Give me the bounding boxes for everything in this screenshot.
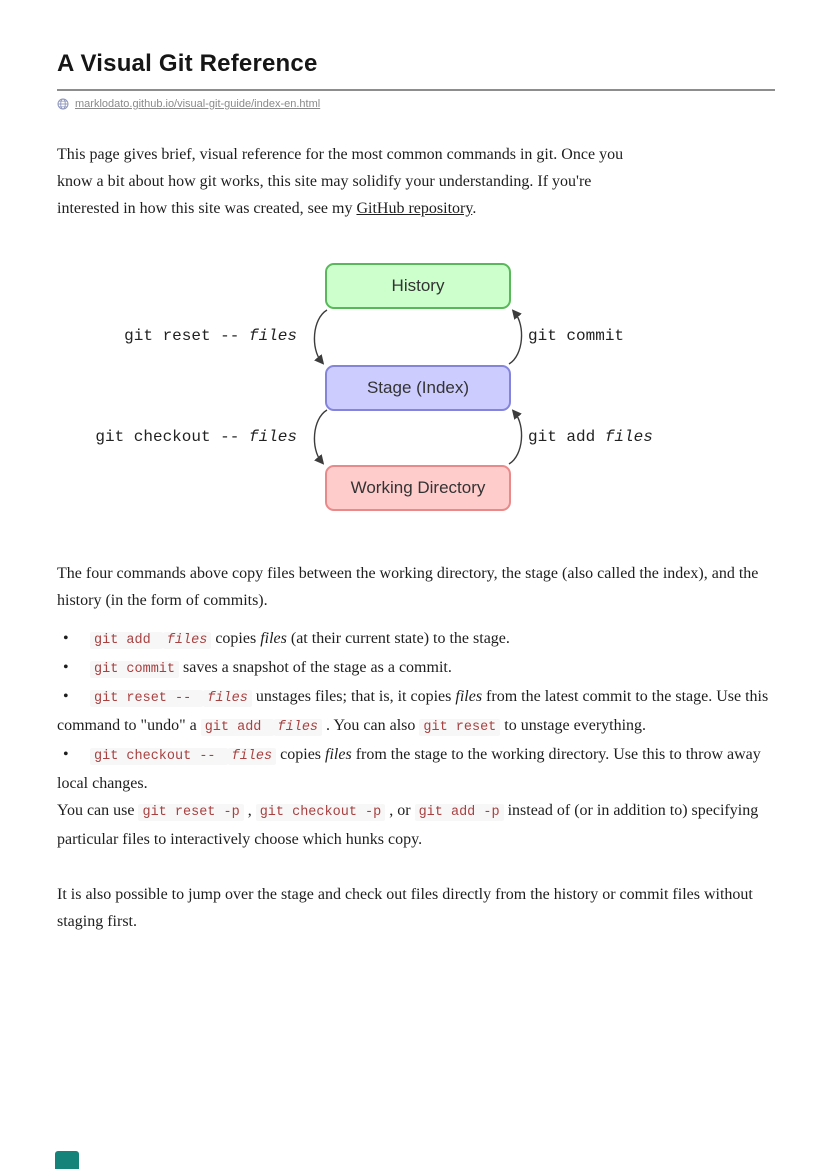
text-segment-plain: You can use: [57, 802, 139, 819]
working-directory-box: [325, 465, 511, 511]
text-segment-mono: git checkout --: [95, 428, 249, 446]
text-segment-mono: git add: [528, 428, 605, 446]
history-box: [325, 263, 511, 309]
text-segment-code: git checkout -p: [256, 804, 386, 821]
text-segment-plain: copies: [211, 630, 261, 647]
text-segment-code: git add: [90, 632, 163, 649]
text-segment-mono: git reset --: [124, 327, 249, 345]
text-segment-plain: (at their current state) to the stage.: [286, 630, 510, 647]
text-segment-code: git reset --: [90, 690, 203, 707]
list-item-text: [90, 659, 452, 676]
command-list: [57, 625, 775, 797]
arrow-up-working-to-stage-icon: [504, 408, 530, 466]
text-segment-plain: . You can also: [322, 717, 420, 734]
text-segment-italic: files: [260, 630, 287, 647]
list-item-text: [57, 688, 768, 734]
arrow-up-stage-to-history-icon: [504, 308, 530, 366]
text-segment-mono: git commit: [528, 327, 625, 345]
text-segment-code: git add: [201, 719, 274, 736]
text-segment-plain: unstages files; that is, it copies: [251, 688, 456, 705]
history-box-label: History: [391, 276, 445, 295]
text-segment-code-italic: files: [228, 748, 277, 765]
bullet-marker: •: [63, 688, 69, 705]
text-segment-plain: ,: [243, 802, 256, 819]
text-segment-plain: , or: [385, 802, 415, 819]
page-title: A Visual Git Reference: [57, 50, 318, 77]
text-segment-mono-italic: files: [248, 428, 297, 446]
text-segment-plain: It is also possible to jump over the stage and check out files directly from the history or commit files without staging first.: [57, 886, 753, 930]
text-segment-code: git checkout --: [90, 748, 228, 765]
bullet-marker: •: [63, 630, 69, 647]
label-git-reset: [57, 326, 297, 346]
text-segment-code: git reset: [419, 719, 500, 736]
intro-paragraph: [57, 141, 649, 222]
globe-icon: [57, 98, 69, 110]
title-divider: [57, 89, 775, 91]
list-item: [57, 741, 775, 797]
text-segment-code: git reset -p: [138, 804, 243, 821]
text-segment-code: git add -p: [415, 804, 504, 821]
text-segment-plain: copies: [276, 746, 326, 763]
jump-stage-paragraph: [57, 881, 757, 935]
text-segment-plain: instead of (or in addition to) specifying particular files to interactively choose which hunks copy.: [57, 802, 759, 848]
list-item: [57, 654, 775, 683]
text-segment-plain: from the stage to the working directory. Use this to throw away local changes.: [57, 746, 761, 792]
bullet-marker: •: [63, 746, 69, 763]
list-item: [57, 625, 775, 654]
text-segment-mono-italic: files: [604, 428, 653, 446]
label-git-checkout: [57, 427, 297, 447]
arrow-down-stage-to-working-icon: [306, 408, 332, 466]
text-segment-italic: files: [455, 688, 483, 705]
text-segment-plain: saves a snapshot of the stage as a commit.: [179, 659, 452, 676]
text-segment-italic: files: [325, 746, 352, 763]
text-segment-link[interactable]: GitHub repository: [356, 200, 473, 217]
text-segment-plain: This page gives brief, visual reference for the most common commands in git. Once you know a bit about how git works, this site may solidify your understanding. If you're interested in how this site was created, see my: [57, 146, 624, 217]
bullet-marker: •: [63, 659, 69, 676]
source-url[interactable]: marklodato.github.io/visual-git-guide/index-en.html: [75, 98, 321, 110]
list-item: [57, 683, 775, 741]
label-git-commit: [528, 326, 624, 346]
text-segment-code: git commit: [90, 661, 179, 678]
git-flow-diagram: [57, 263, 775, 511]
list-item-text: [57, 746, 761, 792]
arrow-down-history-to-stage-icon: [306, 308, 332, 366]
hunks-paragraph: [57, 797, 775, 853]
text-segment-code-italic: files: [274, 719, 323, 736]
text-segment-code-italic: files: [203, 690, 252, 707]
working-directory-box-label: Working Directory: [350, 478, 486, 497]
document-page: [57, 0, 775, 935]
four-commands-paragraph: [57, 560, 775, 614]
source-link[interactable]: [57, 98, 775, 110]
text-segment-mono-italic: files: [248, 327, 297, 345]
stage-box-label: Stage (Index): [366, 378, 470, 397]
bottom-left-ui-fragment: [55, 1151, 79, 1169]
label-git-add: [528, 427, 653, 447]
text-segment-code-italic: files: [163, 632, 212, 649]
list-item-text: [90, 630, 510, 647]
stage-box: [325, 365, 511, 411]
text-segment-plain: The four commands above copy files between the working directory, the stage (also called the index), and the history (in the form of commits).: [57, 565, 759, 609]
text-segment-plain: .: [472, 200, 477, 217]
text-segment-plain: from the latest commit to the stage. Use this command to "undo" a: [57, 688, 769, 734]
text-segment-plain: to unstage everything.: [500, 717, 647, 734]
